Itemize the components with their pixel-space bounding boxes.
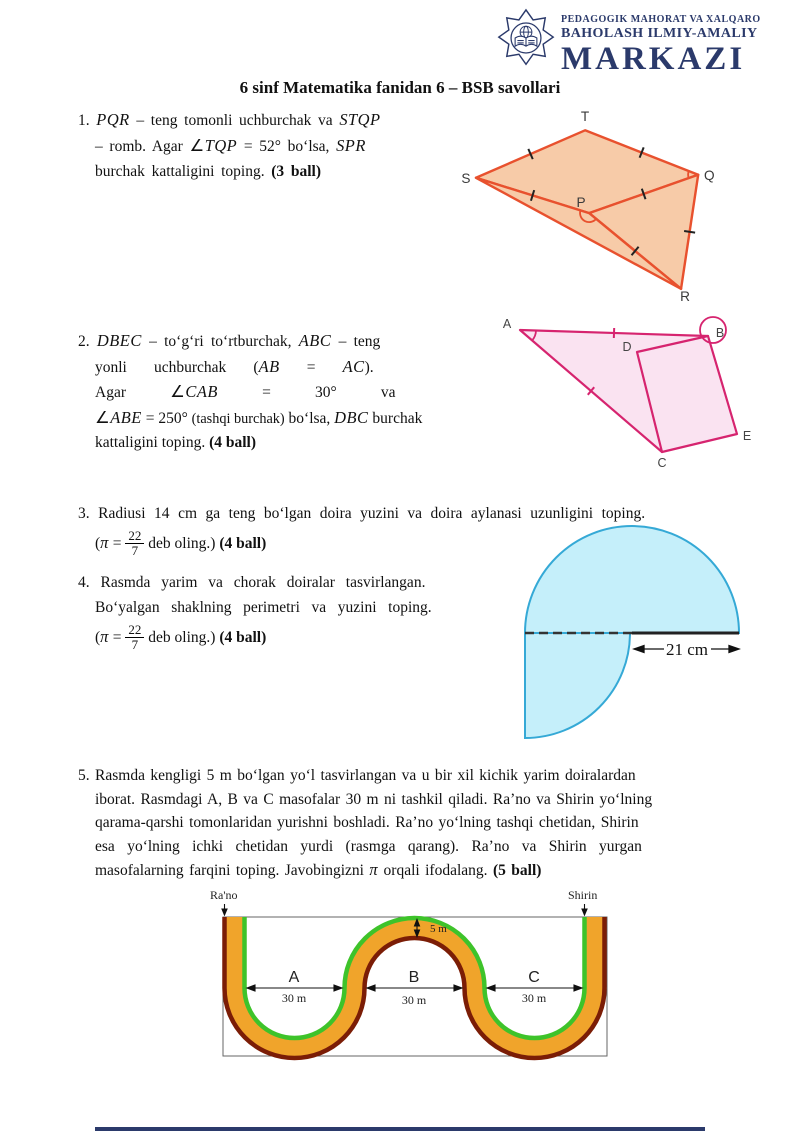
question-3-text: 3. Radiusi 14 cm ga teng boʻlgan doira yuzini va doira aylanasi uzunligini toping. (π = $\frac{22}{7}$ deb oling.) (4 ball) xyxy=(78,505,646,558)
logo-line-2: BAHOLASH ILMIY-AMALIY xyxy=(561,26,758,41)
vertex-label-A: A xyxy=(502,317,512,331)
section-c-length: 30 m xyxy=(521,991,547,1005)
logo-line-1: PEDAGOGIK MAHORAT VA XALQARO xyxy=(561,14,761,25)
section-c-label: C xyxy=(528,969,540,986)
figure-road xyxy=(180,885,630,1082)
question-2-text: 2. DBEC – toʻgʻri toʻrtburchak, ABC – teng yonli uchburchak (AB = AC). Agar ∠CAB = 30° va ∠ABE = 250° (tashqi burchak) boʻlsa, DBC burchak kattaligini toping. (4 ball) xyxy=(78,331,423,451)
question-1-text: 1. PQR – teng tomonli uchburchak va STQP – romb. Agar ∠TQP = 52° boʻlsa, SPR burchak kattaligini toping. (3 ball) xyxy=(78,110,381,180)
section-a-length: 30 m xyxy=(281,991,307,1005)
vertex-label-S: S xyxy=(461,170,471,186)
vertex-label-E: E xyxy=(742,429,752,443)
vertex-label-B: B xyxy=(715,326,725,340)
section-b-label: B xyxy=(408,969,420,986)
walker-left-label: Ra'no xyxy=(210,888,238,902)
vertex-label-D: D xyxy=(622,340,632,354)
logo-text xyxy=(561,6,761,76)
logo-emblem-icon xyxy=(497,6,555,70)
vertex-label-T: T xyxy=(580,109,590,125)
section-b-length: 30 m xyxy=(401,993,427,1007)
header-logo xyxy=(497,6,761,76)
figure-circles xyxy=(500,522,800,747)
road-width-label: 5 m xyxy=(430,923,447,935)
figure-rhombus-triangle xyxy=(455,100,800,307)
figure-rectangle-triangle xyxy=(490,312,800,487)
quarter-circle xyxy=(525,633,630,738)
vertex-label-Q: Q xyxy=(704,167,715,183)
question-5-text: 5. Rasmda kengligi 5 m boʻlgan yoʻl tasvirlangan va u bir xil kichik yarim doiralardan iborat. Rasmdagi A, B va C masofalar 30 m ni tashkil qiladi. Ra’no va Shirin yoʻlning qarama-qarshi tomonlaridan yurishni boshladi. Ra’no yoʻlning tashqi chetidan, Shirin esa yoʻlning ichki chetidan yurdi (rasmga qarang). Ra’no va Shirin yurgan masofalarning farqini toping. Javobingizni π orqali ifodalang. (5 ball) xyxy=(78,767,653,879)
footer-bar xyxy=(95,1127,705,1131)
vertex-label-R: R xyxy=(680,288,690,302)
dimension-label: 21 cm xyxy=(665,640,709,659)
question-4-text: 4. Rasmda yarim va chorak doiralar tasvirlangan. Boʻyalgan shaklning perimetri va yuzini toping. (π = $\frac{22}{7}$ deb oling.) (4 ball) xyxy=(78,574,432,652)
vertex-label-P: P xyxy=(576,195,586,211)
page-title: 6 sinf Matematika fanidan 6 – BSB savollari xyxy=(239,78,561,97)
half-circle xyxy=(525,526,739,633)
vertex-label-C: C xyxy=(657,456,667,470)
section-a-label: A xyxy=(288,969,300,986)
walker-right-label: Shirin xyxy=(568,888,598,902)
logo-line-3: MARKAZI xyxy=(561,41,746,77)
